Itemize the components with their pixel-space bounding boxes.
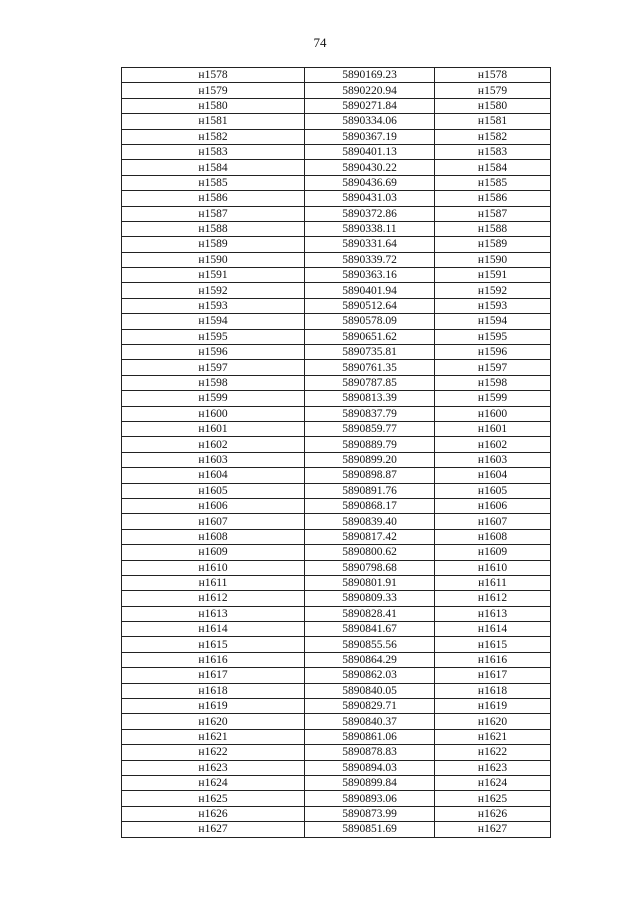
point-id-cell: н1600: [122, 406, 305, 421]
point-id-cell: н1579: [122, 83, 305, 98]
coordinate-cell: 5890372.86: [305, 206, 435, 221]
point-id-cell: н1606: [122, 498, 305, 513]
point-id-cell: н1589: [122, 237, 305, 252]
point-id-repeat-cell: н1587: [435, 206, 551, 221]
point-id-cell: н1627: [122, 822, 305, 837]
page-number: 74: [313, 35, 327, 50]
table-row: [122, 237, 551, 252]
point-id-repeat-cell: н1600: [435, 406, 551, 421]
table-row: [122, 575, 551, 590]
coordinate-cell: 5890436.69: [305, 175, 435, 190]
coordinate-cell: 5890899.84: [305, 775, 435, 790]
table-row: [122, 699, 551, 714]
point-id-repeat-cell: н1608: [435, 529, 551, 544]
table-row: [122, 329, 551, 344]
point-id-cell: н1583: [122, 144, 305, 159]
point-id-cell: н1603: [122, 452, 305, 467]
coordinate-cell: 5890367.19: [305, 129, 435, 144]
point-id-cell: н1610: [122, 560, 305, 575]
coordinate-cell: 5890898.87: [305, 468, 435, 483]
coordinate-cell: 5890859.77: [305, 421, 435, 436]
coordinate-cell: 5890798.68: [305, 560, 435, 575]
table-row: [122, 360, 551, 375]
table-row: [122, 298, 551, 313]
point-id-cell: н1617: [122, 668, 305, 683]
coordinate-cell: 5890271.84: [305, 98, 435, 113]
coordinate-cell: 5890220.94: [305, 83, 435, 98]
point-id-repeat-cell: н1623: [435, 760, 551, 775]
table-row: [122, 345, 551, 360]
table-row: [122, 729, 551, 744]
point-id-cell: н1609: [122, 545, 305, 560]
point-id-cell: н1607: [122, 514, 305, 529]
point-id-repeat-cell: н1597: [435, 360, 551, 375]
point-id-repeat-cell: н1592: [435, 283, 551, 298]
coordinate-cell: 5890893.06: [305, 791, 435, 806]
table-row: [122, 468, 551, 483]
coordinate-cell: 5890800.62: [305, 545, 435, 560]
point-id-repeat-cell: н1620: [435, 714, 551, 729]
point-id-cell: н1613: [122, 606, 305, 621]
point-id-cell: н1621: [122, 729, 305, 744]
point-id-cell: н1611: [122, 575, 305, 590]
point-id-repeat-cell: н1584: [435, 160, 551, 175]
coordinate-cell: 5890401.94: [305, 283, 435, 298]
coordinate-cell: 5890840.05: [305, 683, 435, 698]
table-row: [122, 114, 551, 129]
point-id-repeat-cell: н1610: [435, 560, 551, 575]
point-id-repeat-cell: н1596: [435, 345, 551, 360]
point-id-cell: н1592: [122, 283, 305, 298]
point-id-cell: н1597: [122, 360, 305, 375]
point-id-cell: н1594: [122, 314, 305, 329]
coordinates-table: [121, 67, 551, 838]
table-row: [122, 668, 551, 683]
table-row: [122, 98, 551, 113]
table-row: [122, 822, 551, 837]
table-row: [122, 791, 551, 806]
table-row: [122, 160, 551, 175]
coordinate-cell: 5890801.91: [305, 575, 435, 590]
coordinate-cell: 5890735.81: [305, 345, 435, 360]
point-id-cell: н1578: [122, 68, 305, 83]
point-id-repeat-cell: н1605: [435, 483, 551, 498]
point-id-repeat-cell: н1585: [435, 175, 551, 190]
point-id-cell: н1608: [122, 529, 305, 544]
table-row: [122, 606, 551, 621]
point-id-repeat-cell: н1598: [435, 375, 551, 390]
point-id-repeat-cell: н1615: [435, 637, 551, 652]
point-id-cell: н1582: [122, 129, 305, 144]
point-id-repeat-cell: н1616: [435, 652, 551, 667]
table-row: [122, 637, 551, 652]
table-row: [122, 714, 551, 729]
point-id-cell: н1601: [122, 421, 305, 436]
point-id-cell: н1586: [122, 191, 305, 206]
table-row: [122, 191, 551, 206]
point-id-cell: н1591: [122, 268, 305, 283]
point-id-cell: н1598: [122, 375, 305, 390]
coordinate-cell: 5890339.72: [305, 252, 435, 267]
point-id-cell: н1593: [122, 298, 305, 313]
coordinate-cell: 5890841.67: [305, 622, 435, 637]
point-id-repeat-cell: н1578: [435, 68, 551, 83]
table-row: [122, 221, 551, 236]
coordinate-cell: 5890828.41: [305, 606, 435, 621]
coordinate-cell: 5890864.29: [305, 652, 435, 667]
coordinate-cell: 5890891.76: [305, 483, 435, 498]
table-row: [122, 206, 551, 221]
point-id-cell: н1584: [122, 160, 305, 175]
table-row: [122, 452, 551, 467]
coordinate-cell: 5890837.79: [305, 406, 435, 421]
point-id-repeat-cell: н1625: [435, 791, 551, 806]
table-row: [122, 529, 551, 544]
point-id-cell: н1588: [122, 221, 305, 236]
point-id-cell: н1623: [122, 760, 305, 775]
table-row: [122, 652, 551, 667]
coordinate-cell: 5890512.64: [305, 298, 435, 313]
coordinate-cell: 5890829.71: [305, 699, 435, 714]
coordinate-cell: 5890338.11: [305, 221, 435, 236]
point-id-repeat-cell: н1590: [435, 252, 551, 267]
point-id-repeat-cell: н1586: [435, 191, 551, 206]
table-row: [122, 314, 551, 329]
point-id-cell: н1596: [122, 345, 305, 360]
point-id-cell: н1614: [122, 622, 305, 637]
table-row: [122, 560, 551, 575]
coordinate-cell: 5890169.23: [305, 68, 435, 83]
point-id-repeat-cell: н1579: [435, 83, 551, 98]
point-id-repeat-cell: н1580: [435, 98, 551, 113]
point-id-repeat-cell: н1606: [435, 498, 551, 513]
point-id-cell: н1590: [122, 252, 305, 267]
coordinate-cell: 5890401.13: [305, 144, 435, 159]
coordinate-cell: 5890331.64: [305, 237, 435, 252]
table-row: [122, 591, 551, 606]
table-row: [122, 375, 551, 390]
coordinate-cell: 5890813.39: [305, 391, 435, 406]
table-row: [122, 129, 551, 144]
point-id-repeat-cell: н1609: [435, 545, 551, 560]
point-id-repeat-cell: н1613: [435, 606, 551, 621]
point-id-repeat-cell: н1621: [435, 729, 551, 744]
table-row: [122, 175, 551, 190]
point-id-cell: н1619: [122, 699, 305, 714]
table-row: [122, 622, 551, 637]
point-id-cell: н1626: [122, 806, 305, 821]
coordinate-cell: 5890868.17: [305, 498, 435, 513]
point-id-repeat-cell: н1588: [435, 221, 551, 236]
point-id-repeat-cell: н1583: [435, 144, 551, 159]
point-id-cell: н1585: [122, 175, 305, 190]
point-id-repeat-cell: н1603: [435, 452, 551, 467]
point-id-cell: н1625: [122, 791, 305, 806]
point-id-repeat-cell: н1593: [435, 298, 551, 313]
point-id-cell: н1612: [122, 591, 305, 606]
point-id-cell: н1602: [122, 437, 305, 452]
coordinate-cell: 5890862.03: [305, 668, 435, 683]
point-id-repeat-cell: н1595: [435, 329, 551, 344]
point-id-repeat-cell: н1618: [435, 683, 551, 698]
coordinate-cell: 5890878.83: [305, 745, 435, 760]
table-row: [122, 483, 551, 498]
point-id-repeat-cell: н1617: [435, 668, 551, 683]
coordinate-cell: 5890889.79: [305, 437, 435, 452]
table-row: [122, 545, 551, 560]
coordinate-cell: 5890334.06: [305, 114, 435, 129]
point-id-repeat-cell: н1624: [435, 775, 551, 790]
table-row: [122, 283, 551, 298]
coordinate-cell: 5890851.69: [305, 822, 435, 837]
point-id-repeat-cell: н1601: [435, 421, 551, 436]
point-id-cell: н1604: [122, 468, 305, 483]
coordinate-cell: 5890809.33: [305, 591, 435, 606]
table-row: [122, 514, 551, 529]
point-id-cell: н1595: [122, 329, 305, 344]
coordinate-cell: 5890578.09: [305, 314, 435, 329]
point-id-repeat-cell: н1591: [435, 268, 551, 283]
coordinate-cell: 5890430.22: [305, 160, 435, 175]
point-id-repeat-cell: н1582: [435, 129, 551, 144]
point-id-repeat-cell: н1626: [435, 806, 551, 821]
table-row: [122, 806, 551, 821]
coordinate-cell: 5890899.20: [305, 452, 435, 467]
point-id-repeat-cell: н1607: [435, 514, 551, 529]
point-id-repeat-cell: н1627: [435, 822, 551, 837]
coordinate-cell: 5890787.85: [305, 375, 435, 390]
point-id-repeat-cell: н1594: [435, 314, 551, 329]
coordinate-cell: 5890817.42: [305, 529, 435, 544]
point-id-repeat-cell: н1589: [435, 237, 551, 252]
point-id-cell: н1616: [122, 652, 305, 667]
table-row: [122, 83, 551, 98]
point-id-repeat-cell: н1602: [435, 437, 551, 452]
table-row: [122, 745, 551, 760]
table-row: [122, 421, 551, 436]
point-id-cell: н1580: [122, 98, 305, 113]
table-row: [122, 437, 551, 452]
coordinate-cell: 5890761.35: [305, 360, 435, 375]
table-row: [122, 391, 551, 406]
table-body: [122, 68, 551, 838]
point-id-cell: н1605: [122, 483, 305, 498]
point-id-repeat-cell: н1619: [435, 699, 551, 714]
coordinate-cell: 5890861.06: [305, 729, 435, 744]
coordinate-cell: 5890873.99: [305, 806, 435, 821]
table-row: [122, 144, 551, 159]
table-row: [122, 683, 551, 698]
point-id-cell: н1618: [122, 683, 305, 698]
table-row: [122, 252, 551, 267]
point-id-repeat-cell: н1614: [435, 622, 551, 637]
point-id-cell: н1615: [122, 637, 305, 652]
point-id-cell: н1620: [122, 714, 305, 729]
point-id-cell: н1587: [122, 206, 305, 221]
coordinate-cell: 5890363.16: [305, 268, 435, 283]
table-row: [122, 760, 551, 775]
point-id-repeat-cell: н1622: [435, 745, 551, 760]
point-id-repeat-cell: н1612: [435, 591, 551, 606]
point-id-repeat-cell: н1599: [435, 391, 551, 406]
coordinate-cell: 5890431.03: [305, 191, 435, 206]
point-id-repeat-cell: н1604: [435, 468, 551, 483]
point-id-repeat-cell: н1581: [435, 114, 551, 129]
table-row: [122, 775, 551, 790]
point-id-cell: н1581: [122, 114, 305, 129]
coordinate-cell: 5890855.56: [305, 637, 435, 652]
coordinate-cell: 5890651.62: [305, 329, 435, 344]
table-row: [122, 406, 551, 421]
table-row: [122, 68, 551, 83]
point-id-cell: н1599: [122, 391, 305, 406]
table-row: [122, 498, 551, 513]
coordinate-cell: 5890840.37: [305, 714, 435, 729]
point-id-cell: н1624: [122, 775, 305, 790]
point-id-repeat-cell: н1611: [435, 575, 551, 590]
table-row: [122, 268, 551, 283]
point-id-cell: н1622: [122, 745, 305, 760]
coordinate-cell: 5890839.40: [305, 514, 435, 529]
coordinate-cell: 5890894.03: [305, 760, 435, 775]
